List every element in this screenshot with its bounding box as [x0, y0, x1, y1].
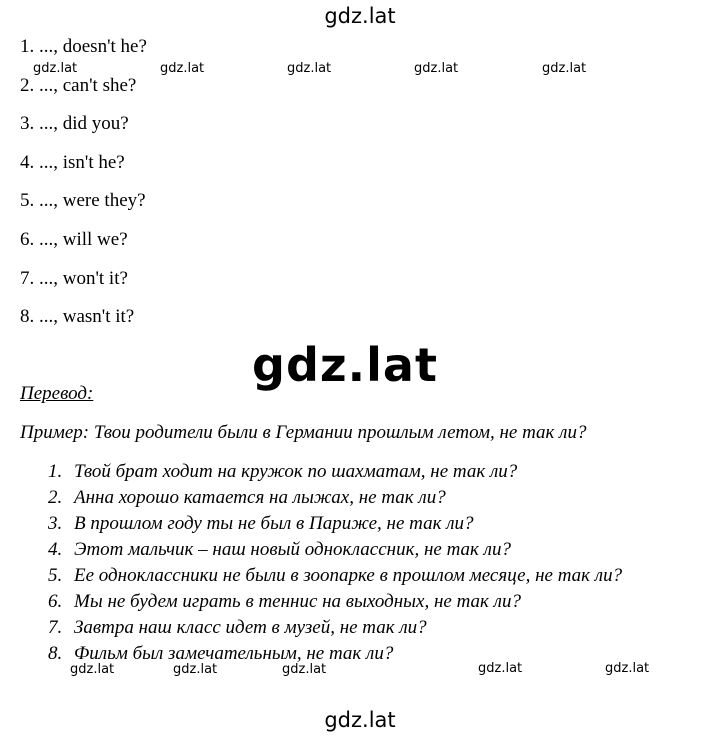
answer-item: 1. ..., doesn't he?	[20, 36, 147, 57]
translation-item	[48, 615, 688, 641]
item-number: 6.	[48, 591, 63, 612]
watermark-small: gdz.lat	[173, 662, 218, 677]
watermark-small: gdz.lat	[478, 661, 523, 676]
item-text: В прошлом году ты не был в Париже, не так ли?	[74, 513, 474, 534]
translation-item	[48, 459, 688, 485]
watermark-large: gdz.lat	[252, 338, 438, 392]
answers-list	[20, 36, 147, 345]
translation-item	[48, 485, 688, 511]
watermark-small: gdz.lat	[70, 662, 115, 677]
watermark-small: gdz.lat	[160, 61, 205, 76]
translation-heading: Перевод:	[20, 383, 94, 404]
translation-item	[48, 537, 688, 563]
translation-item	[48, 589, 688, 615]
item-text: Твой брат ходит на кружок по шахматам, не так ли?	[74, 461, 518, 482]
translation-item	[48, 563, 688, 589]
watermark-small: gdz.lat	[33, 61, 78, 76]
item-number: 3.	[48, 513, 63, 534]
answer-item: 4. ..., isn't he?	[20, 151, 125, 173]
item-text: Завтра наш класс идет в музей, не так ли?	[74, 617, 427, 638]
item-text: Этот мальчик – наш новый одноклассник, не так ли?	[74, 539, 511, 560]
item-text: Фильм был замечательным, не так ли?	[74, 643, 394, 664]
watermark-small: gdz.lat	[542, 61, 587, 76]
item-text: Мы не будем играть в теннис на выходных, не так ли?	[74, 591, 521, 612]
item-text: Анна хорошо катается на лыжах, не так ли?	[74, 487, 446, 508]
answer-item: 8. ..., wasn't it?	[20, 306, 135, 328]
item-number: 8.	[48, 643, 63, 664]
answer-item: 7. ..., won't it?	[20, 267, 128, 289]
watermark-top: gdz.lat	[324, 4, 396, 28]
watermark-bottom: gdz.lat	[324, 708, 396, 732]
item-number: 2.	[48, 487, 63, 508]
translation-example: Пример: Твои родители были в Германии прошлым летом, не так ли?	[20, 422, 587, 443]
translation-list	[48, 459, 688, 667]
watermark-small: gdz.lat	[605, 661, 650, 676]
watermark-small: gdz.lat	[287, 61, 332, 76]
item-number: 5.	[48, 565, 63, 586]
watermark-small: gdz.lat	[414, 61, 459, 76]
translation-item	[48, 511, 688, 537]
answer-item: 5. ..., were they?	[20, 190, 146, 212]
answer-item: 2. ..., can't she?	[20, 74, 137, 96]
translation-item	[48, 641, 688, 667]
item-number: 7.	[48, 617, 63, 638]
item-number: 1.	[48, 461, 63, 482]
item-text: Ее одноклассники не были в зоопарке в прошлом месяце, не так ли?	[74, 565, 623, 586]
answer-item: 6. ..., will we?	[20, 228, 128, 250]
watermark-small: gdz.lat	[282, 662, 327, 677]
answer-item: 3. ..., did you?	[20, 113, 129, 135]
item-number: 4.	[48, 539, 63, 560]
